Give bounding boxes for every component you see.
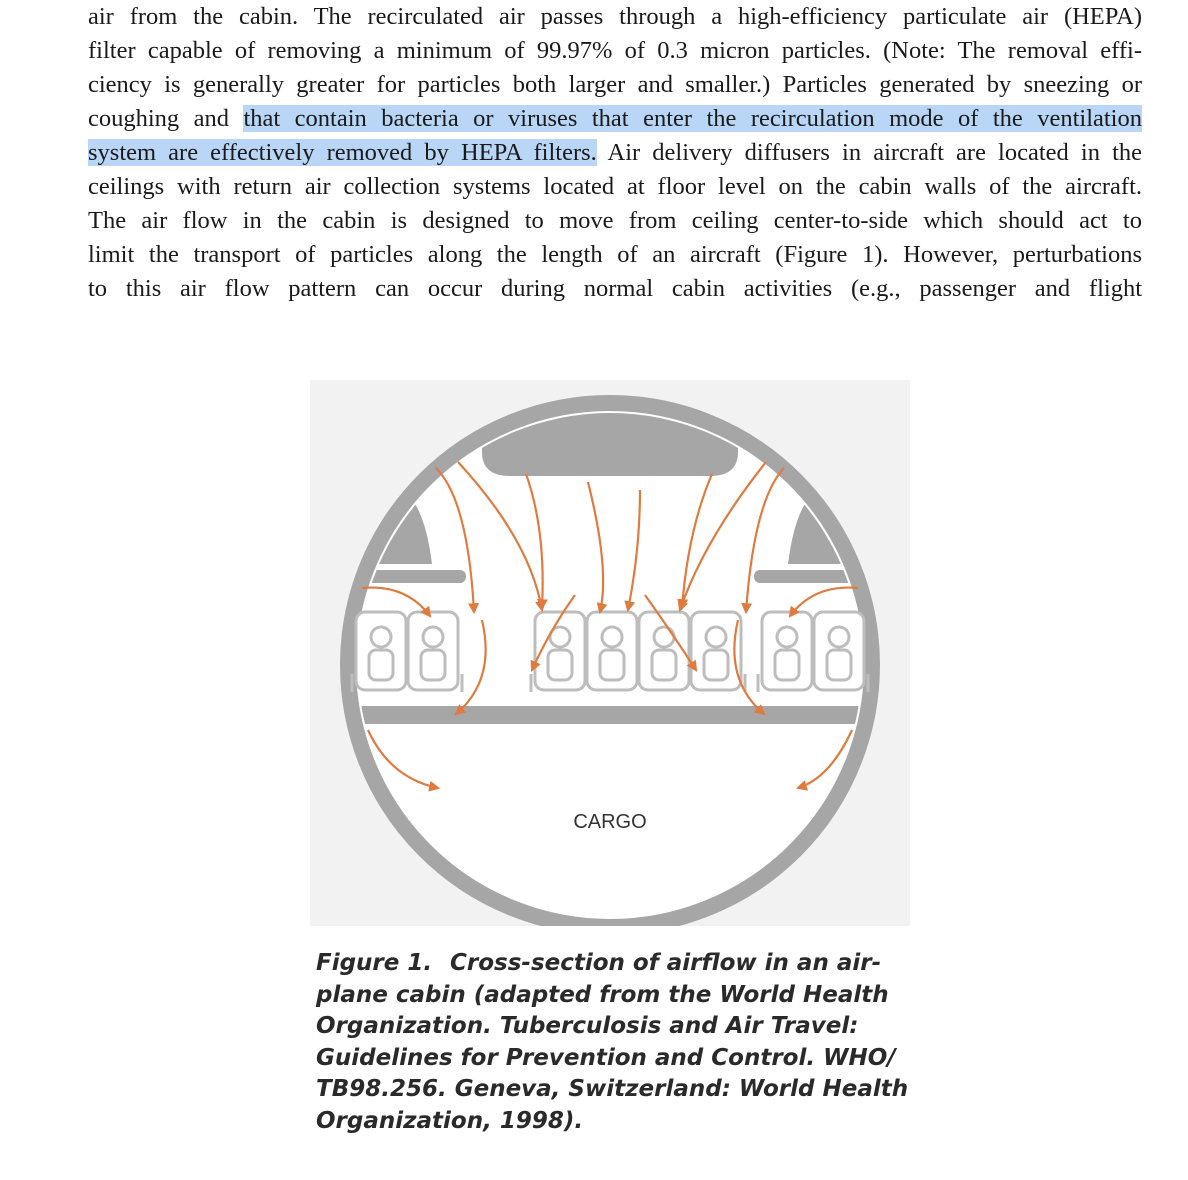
highlighted-text: system are effectively removed by HEPA filters. bbox=[88, 139, 597, 166]
body-line: to this air flow pattern can occur during normal cabin activities (e.g., passenger and flight bbox=[88, 275, 1142, 302]
center-seat-group bbox=[531, 612, 745, 692]
body-line: coughing and that contain bacteria or viruses that enter the recirculation mode of the ventilation bbox=[88, 105, 1142, 132]
highlighted-text: that contain bacteria or viruses that enter the recirculation mode of the ventilation bbox=[243, 105, 1142, 132]
caption-line: Figure 1. Cross-section of airflow in an air- bbox=[316, 948, 916, 980]
body-paragraph bbox=[88, 0, 1142, 306]
body-line: limit the transport of particles along the length of an aircraft (Figure 1). However, perturbations bbox=[88, 241, 1142, 268]
cabin-airflow-figure bbox=[310, 380, 910, 926]
body-line: system are effectively removed by HEPA filters. Air delivery diffusers in aircraft are located in the bbox=[88, 139, 1142, 166]
body-line: ciency is generally greater for particles both larger and smaller.) Particles generated by sneezing or bbox=[88, 71, 1142, 98]
caption-line: Organization, 1998). bbox=[316, 1107, 584, 1134]
body-line: The air flow in the cabin is designed to move from ceiling center-to-side which should act to bbox=[88, 207, 1142, 234]
body-line: air from the cabin. The recirculated air passes through a high-efficiency particulate air (HEPA) bbox=[88, 3, 1142, 30]
body-line: filter capable of removing a minimum of 99.97% of 0.3 micron particles. (Note: The removal effi- bbox=[88, 37, 1142, 64]
body-line: ceilings with return air collection systems located at floor level on the cabin walls of the aircraft. bbox=[88, 173, 1142, 200]
cabin-floor bbox=[340, 706, 880, 724]
cargo-label: CARGO bbox=[573, 811, 647, 833]
figure-caption bbox=[316, 948, 916, 1137]
caption-line: Organization. Tuberculosis and Air Travel: bbox=[316, 1013, 859, 1039]
cabin-cross-section-diagram bbox=[310, 380, 910, 926]
right-seat-group bbox=[758, 612, 868, 692]
left-seat-group bbox=[352, 612, 462, 692]
figure-label: Figure 1. bbox=[316, 950, 433, 976]
caption-line: plane cabin (adapted from the World Health bbox=[316, 981, 889, 1008]
caption-line: Guidelines for Prevention and Control. WHO/ bbox=[316, 1044, 896, 1071]
caption-line: TB98.256. Geneva, Switzerland: World Health bbox=[316, 1076, 909, 1102]
